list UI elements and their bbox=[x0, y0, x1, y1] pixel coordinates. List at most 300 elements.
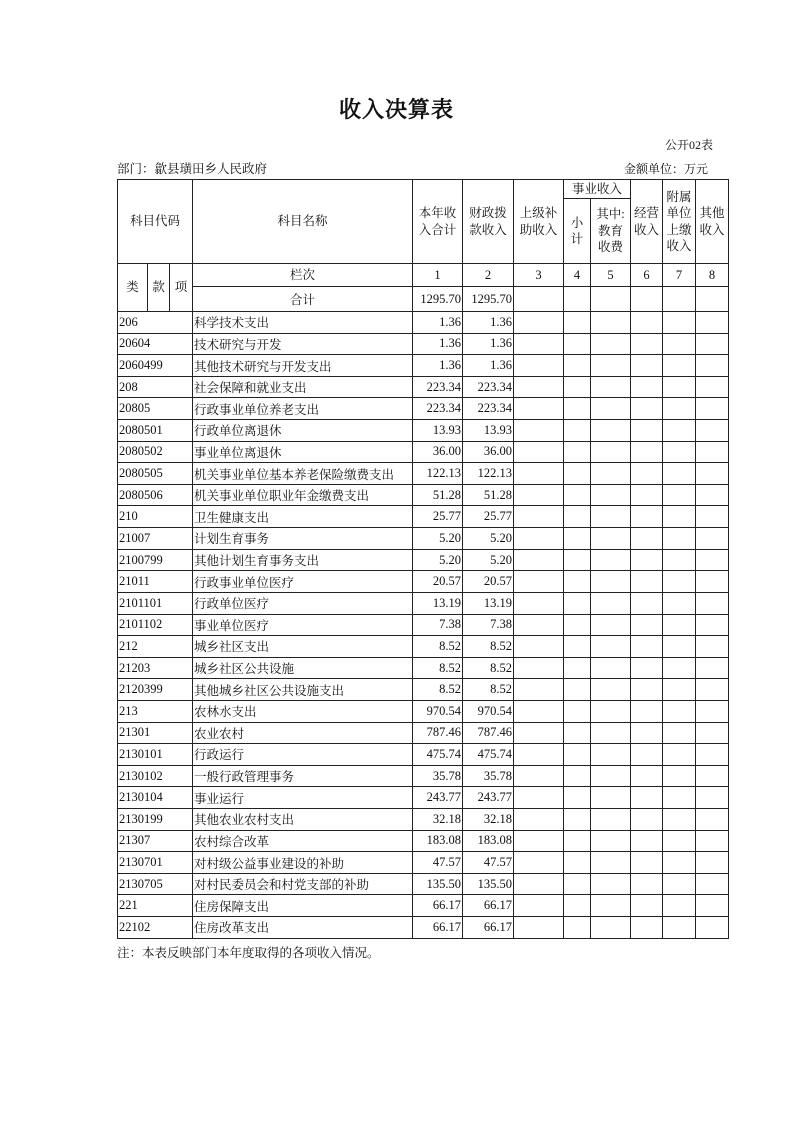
value-cell-2: 1.36 bbox=[463, 312, 514, 334]
value-cell-6 bbox=[631, 873, 663, 895]
value-cell-4 bbox=[564, 420, 591, 442]
value-cell-2: 1.36 bbox=[463, 355, 514, 377]
table-row bbox=[118, 873, 729, 895]
subject-name-cell: 其他城乡社区公共设施支出 bbox=[193, 679, 413, 701]
value-cell-7 bbox=[663, 895, 696, 917]
value-cell-4 bbox=[564, 463, 591, 485]
col-index-7: 7 bbox=[663, 264, 696, 287]
subject-code-cell: 221 bbox=[118, 895, 193, 917]
subject-name-cell: 行政事业单位医疗 bbox=[193, 571, 413, 593]
value-cell-3 bbox=[514, 809, 564, 831]
value-cell-8 bbox=[696, 657, 729, 679]
value-cell-8 bbox=[696, 852, 729, 874]
subject-name-cell: 农村综合改革 bbox=[193, 830, 413, 852]
value-cell-2: 135.50 bbox=[463, 873, 514, 895]
value-cell-6 bbox=[631, 830, 663, 852]
table-row bbox=[118, 917, 729, 939]
value-cell-1: 32.18 bbox=[413, 809, 463, 831]
total-row bbox=[118, 287, 729, 312]
header-subject-name: 科目名称 bbox=[193, 180, 413, 264]
value-cell-7 bbox=[663, 420, 696, 442]
value-cell-1: 243.77 bbox=[413, 787, 463, 809]
subject-code-cell: 20604 bbox=[118, 333, 193, 355]
subject-code-cell: 21307 bbox=[118, 830, 193, 852]
value-cell-4 bbox=[564, 700, 591, 722]
value-cell-6 bbox=[631, 549, 663, 571]
department-label: 部门：歙县璜田乡人民政府 bbox=[117, 162, 268, 176]
value-cell-6 bbox=[631, 636, 663, 658]
total-value-5 bbox=[591, 287, 631, 312]
value-cell-1: 5.20 bbox=[413, 549, 463, 571]
table-row bbox=[118, 744, 729, 766]
value-cell-2: 223.34 bbox=[463, 398, 514, 420]
value-cell-2: 5.20 bbox=[463, 549, 514, 571]
value-cell-5 bbox=[591, 398, 631, 420]
value-cell-4 bbox=[564, 528, 591, 550]
value-cell-6 bbox=[631, 917, 663, 939]
value-cell-5 bbox=[591, 333, 631, 355]
value-cell-6 bbox=[631, 420, 663, 442]
subject-code-cell: 21301 bbox=[118, 722, 193, 744]
value-cell-5 bbox=[591, 917, 631, 939]
subject-name-cell: 机关事业单位职业年金缴费支出 bbox=[193, 484, 413, 506]
value-cell-8 bbox=[696, 376, 729, 398]
value-cell-6 bbox=[631, 700, 663, 722]
value-cell-3 bbox=[514, 592, 564, 614]
value-cell-4 bbox=[564, 765, 591, 787]
subject-name-cell: 卫生健康支出 bbox=[193, 506, 413, 528]
value-cell-7 bbox=[663, 528, 696, 550]
value-cell-6 bbox=[631, 787, 663, 809]
value-cell-5 bbox=[591, 657, 631, 679]
table-row bbox=[118, 355, 729, 377]
table-row bbox=[118, 787, 729, 809]
table-row bbox=[118, 657, 729, 679]
value-cell-7 bbox=[663, 873, 696, 895]
value-cell-5 bbox=[591, 787, 631, 809]
value-cell-1: 475.74 bbox=[413, 744, 463, 766]
subject-code-cell: 21203 bbox=[118, 657, 193, 679]
header-superior-subsidy: 上级补助收入 bbox=[514, 180, 564, 264]
value-cell-4 bbox=[564, 333, 591, 355]
value-cell-7 bbox=[663, 744, 696, 766]
table-row bbox=[118, 700, 729, 722]
page-title: 收入决算表 bbox=[338, 97, 454, 122]
col-index-3: 3 bbox=[514, 264, 564, 287]
value-cell-5 bbox=[591, 506, 631, 528]
subject-name-cell: 事业运行 bbox=[193, 787, 413, 809]
value-cell-8 bbox=[696, 917, 729, 939]
table-row bbox=[118, 571, 729, 593]
value-cell-6 bbox=[631, 333, 663, 355]
table-body bbox=[118, 312, 729, 939]
value-cell-3 bbox=[514, 355, 564, 377]
value-cell-1: 122.13 bbox=[413, 463, 463, 485]
value-cell-2: 7.38 bbox=[463, 614, 514, 636]
total-value-3 bbox=[514, 287, 564, 312]
value-cell-7 bbox=[663, 398, 696, 420]
col-index-6: 6 bbox=[631, 264, 663, 287]
value-cell-1: 35.78 bbox=[413, 765, 463, 787]
value-cell-8 bbox=[696, 787, 729, 809]
value-cell-6 bbox=[631, 765, 663, 787]
table-row bbox=[118, 312, 729, 334]
subject-name-cell: 农业农村 bbox=[193, 722, 413, 744]
value-cell-2: 8.52 bbox=[463, 657, 514, 679]
subject-code-cell: 2130701 bbox=[118, 852, 193, 874]
subject-code-cell: 2080506 bbox=[118, 484, 193, 506]
subject-name-cell: 城乡社区公共设施 bbox=[193, 657, 413, 679]
value-cell-1: 8.52 bbox=[413, 657, 463, 679]
subject-code-cell: 2130199 bbox=[118, 809, 193, 831]
col-index-1: 1 bbox=[413, 264, 463, 287]
value-cell-5 bbox=[591, 809, 631, 831]
value-cell-4 bbox=[564, 506, 591, 528]
subject-name-cell: 其他技术研究与开发支出 bbox=[193, 355, 413, 377]
col-index-2: 2 bbox=[463, 264, 514, 287]
subject-name-cell: 计划生育事务 bbox=[193, 528, 413, 550]
subject-name-cell: 行政事业单位养老支出 bbox=[193, 398, 413, 420]
value-cell-6 bbox=[631, 441, 663, 463]
value-cell-3 bbox=[514, 852, 564, 874]
subject-name-cell: 一般行政管理事务 bbox=[193, 765, 413, 787]
subject-code-cell: 2120399 bbox=[118, 679, 193, 701]
value-cell-4 bbox=[564, 809, 591, 831]
value-cell-5 bbox=[591, 895, 631, 917]
table-row bbox=[118, 852, 729, 874]
table-row bbox=[118, 484, 729, 506]
subject-name-cell: 行政运行 bbox=[193, 744, 413, 766]
header-other-income: 其他收入 bbox=[696, 180, 729, 264]
value-cell-4 bbox=[564, 787, 591, 809]
value-cell-3 bbox=[514, 420, 564, 442]
value-cell-3 bbox=[514, 636, 564, 658]
table-row bbox=[118, 895, 729, 917]
subject-name-cell: 其他农业农村支出 bbox=[193, 809, 413, 831]
value-cell-8 bbox=[696, 895, 729, 917]
value-cell-1: 8.52 bbox=[413, 679, 463, 701]
total-value-7 bbox=[663, 287, 696, 312]
value-cell-5 bbox=[591, 420, 631, 442]
value-cell-1: 1.36 bbox=[413, 312, 463, 334]
value-cell-7 bbox=[663, 917, 696, 939]
value-cell-1: 1.36 bbox=[413, 355, 463, 377]
header-col-section: 款 bbox=[148, 264, 170, 312]
table-row bbox=[118, 398, 729, 420]
table-row bbox=[118, 592, 729, 614]
value-cell-2: 5.20 bbox=[463, 528, 514, 550]
table-row bbox=[118, 333, 729, 355]
value-cell-2: 475.74 bbox=[463, 744, 514, 766]
value-cell-8 bbox=[696, 679, 729, 701]
value-cell-5 bbox=[591, 636, 631, 658]
subject-name-cell: 机关事业单位基本养老保险缴费支出 bbox=[193, 463, 413, 485]
table-row bbox=[118, 830, 729, 852]
value-cell-7 bbox=[663, 809, 696, 831]
value-cell-2: 243.77 bbox=[463, 787, 514, 809]
subject-code-cell: 2060499 bbox=[118, 355, 193, 377]
value-cell-3 bbox=[514, 528, 564, 550]
value-cell-3 bbox=[514, 765, 564, 787]
subject-code-cell: 20805 bbox=[118, 398, 193, 420]
value-cell-3 bbox=[514, 312, 564, 334]
value-cell-4 bbox=[564, 484, 591, 506]
subject-code-cell: 2080501 bbox=[118, 420, 193, 442]
subject-code-cell: 2101101 bbox=[118, 592, 193, 614]
value-cell-6 bbox=[631, 398, 663, 420]
value-cell-7 bbox=[663, 700, 696, 722]
value-cell-2: 8.52 bbox=[463, 679, 514, 701]
col-index-8: 8 bbox=[696, 264, 729, 287]
value-cell-4 bbox=[564, 312, 591, 334]
value-cell-1: 47.57 bbox=[413, 852, 463, 874]
value-cell-2: 20.57 bbox=[463, 571, 514, 593]
table-row bbox=[118, 636, 729, 658]
value-cell-7 bbox=[663, 484, 696, 506]
value-cell-1: 20.57 bbox=[413, 571, 463, 593]
value-cell-7 bbox=[663, 506, 696, 528]
value-cell-2: 183.08 bbox=[463, 830, 514, 852]
total-value-6 bbox=[631, 287, 663, 312]
value-cell-1: 223.34 bbox=[413, 398, 463, 420]
value-cell-1: 8.52 bbox=[413, 636, 463, 658]
value-cell-3 bbox=[514, 398, 564, 420]
value-cell-5 bbox=[591, 722, 631, 744]
subject-name-cell: 住房保障支出 bbox=[193, 895, 413, 917]
table-row bbox=[118, 376, 729, 398]
value-cell-8 bbox=[696, 722, 729, 744]
value-cell-3 bbox=[514, 441, 564, 463]
subject-name-cell: 技术研究与开发 bbox=[193, 333, 413, 355]
value-cell-5 bbox=[591, 614, 631, 636]
value-cell-4 bbox=[564, 376, 591, 398]
subject-name-cell: 事业单位医疗 bbox=[193, 614, 413, 636]
value-cell-6 bbox=[631, 744, 663, 766]
revenue-table bbox=[117, 179, 729, 939]
value-cell-4 bbox=[564, 636, 591, 658]
subject-name-cell: 行政单位离退休 bbox=[193, 420, 413, 442]
value-cell-2: 66.17 bbox=[463, 895, 514, 917]
value-cell-7 bbox=[663, 571, 696, 593]
value-cell-5 bbox=[591, 873, 631, 895]
table-row bbox=[118, 506, 729, 528]
value-cell-6 bbox=[631, 657, 663, 679]
subject-code-cell: 210 bbox=[118, 506, 193, 528]
value-cell-7 bbox=[663, 722, 696, 744]
value-cell-2: 970.54 bbox=[463, 700, 514, 722]
value-cell-4 bbox=[564, 895, 591, 917]
value-cell-1: 183.08 bbox=[413, 830, 463, 852]
value-cell-7 bbox=[663, 657, 696, 679]
subject-code-cell: 2130104 bbox=[118, 787, 193, 809]
header-col-item: 项 bbox=[170, 264, 193, 312]
value-cell-5 bbox=[591, 376, 631, 398]
value-cell-4 bbox=[564, 917, 591, 939]
table-row bbox=[118, 463, 729, 485]
value-cell-2: 35.78 bbox=[463, 765, 514, 787]
value-cell-5 bbox=[591, 852, 631, 874]
value-cell-2: 223.34 bbox=[463, 376, 514, 398]
header-subtotal: 小计 bbox=[564, 199, 591, 264]
header-col-class: 类 bbox=[118, 264, 148, 312]
value-cell-8 bbox=[696, 636, 729, 658]
value-cell-7 bbox=[663, 463, 696, 485]
value-cell-5 bbox=[591, 528, 631, 550]
value-cell-1: 13.93 bbox=[413, 420, 463, 442]
subject-name-cell: 城乡社区支出 bbox=[193, 636, 413, 658]
value-cell-8 bbox=[696, 549, 729, 571]
meta-line bbox=[117, 161, 728, 177]
subject-name-cell: 科学技术支出 bbox=[193, 312, 413, 334]
value-cell-2: 13.93 bbox=[463, 420, 514, 442]
value-cell-8 bbox=[696, 355, 729, 377]
value-cell-8 bbox=[696, 744, 729, 766]
value-cell-8 bbox=[696, 765, 729, 787]
value-cell-6 bbox=[631, 852, 663, 874]
subject-name-cell: 农林水支出 bbox=[193, 700, 413, 722]
value-cell-1: 970.54 bbox=[413, 700, 463, 722]
value-cell-4 bbox=[564, 873, 591, 895]
subject-name-cell: 对村民委员会和村党支部的补助 bbox=[193, 873, 413, 895]
value-cell-3 bbox=[514, 917, 564, 939]
value-cell-1: 13.19 bbox=[413, 592, 463, 614]
table-row bbox=[118, 809, 729, 831]
subject-code-cell: 2130102 bbox=[118, 765, 193, 787]
value-cell-3 bbox=[514, 873, 564, 895]
value-cell-7 bbox=[663, 636, 696, 658]
header-business-income: 事业收入 bbox=[564, 180, 631, 199]
value-cell-2: 51.28 bbox=[463, 484, 514, 506]
table-row bbox=[118, 679, 729, 701]
value-cell-4 bbox=[564, 614, 591, 636]
value-cell-2: 1.36 bbox=[463, 333, 514, 355]
value-cell-2: 47.57 bbox=[463, 852, 514, 874]
value-cell-4 bbox=[564, 571, 591, 593]
value-cell-3 bbox=[514, 571, 564, 593]
value-cell-7 bbox=[663, 614, 696, 636]
col-index-5: 5 bbox=[591, 264, 631, 287]
value-cell-3 bbox=[514, 463, 564, 485]
value-cell-3 bbox=[514, 895, 564, 917]
subject-name-cell: 社会保障和就业支出 bbox=[193, 376, 413, 398]
value-cell-3 bbox=[514, 614, 564, 636]
value-cell-8 bbox=[696, 484, 729, 506]
table-row bbox=[118, 420, 729, 442]
value-cell-8 bbox=[696, 333, 729, 355]
subject-code-cell: 2101102 bbox=[118, 614, 193, 636]
value-cell-2: 66.17 bbox=[463, 917, 514, 939]
value-cell-7 bbox=[663, 679, 696, 701]
subject-name-cell: 事业单位离退休 bbox=[193, 441, 413, 463]
value-cell-6 bbox=[631, 484, 663, 506]
header-row-1 bbox=[118, 180, 729, 199]
value-cell-8 bbox=[696, 592, 729, 614]
footnote: 注：本表反映部门本年度取得的各项收入情况。 bbox=[117, 945, 380, 960]
subject-code-cell: 21007 bbox=[118, 528, 193, 550]
value-cell-7 bbox=[663, 333, 696, 355]
subject-name-cell: 其他计划生育事务支出 bbox=[193, 549, 413, 571]
value-cell-8 bbox=[696, 528, 729, 550]
value-cell-5 bbox=[591, 765, 631, 787]
value-cell-7 bbox=[663, 312, 696, 334]
value-cell-6 bbox=[631, 895, 663, 917]
value-cell-5 bbox=[591, 484, 631, 506]
value-cell-7 bbox=[663, 765, 696, 787]
value-cell-4 bbox=[564, 852, 591, 874]
table-row bbox=[118, 549, 729, 571]
value-cell-6 bbox=[631, 355, 663, 377]
table-row bbox=[118, 614, 729, 636]
value-cell-8 bbox=[696, 571, 729, 593]
value-cell-1: 7.38 bbox=[413, 614, 463, 636]
value-cell-6 bbox=[631, 571, 663, 593]
value-cell-8 bbox=[696, 830, 729, 852]
value-cell-6 bbox=[631, 312, 663, 334]
value-cell-7 bbox=[663, 376, 696, 398]
value-cell-8 bbox=[696, 398, 729, 420]
value-cell-8 bbox=[696, 873, 729, 895]
value-cell-5 bbox=[591, 355, 631, 377]
value-cell-1: 36.00 bbox=[413, 441, 463, 463]
value-cell-7 bbox=[663, 549, 696, 571]
value-cell-3 bbox=[514, 506, 564, 528]
value-cell-2: 32.18 bbox=[463, 809, 514, 831]
header-index-row bbox=[118, 264, 729, 287]
value-cell-3 bbox=[514, 549, 564, 571]
value-cell-5 bbox=[591, 549, 631, 571]
value-cell-6 bbox=[631, 528, 663, 550]
value-cell-7 bbox=[663, 355, 696, 377]
subject-code-cell: 2100799 bbox=[118, 549, 193, 571]
value-cell-7 bbox=[663, 441, 696, 463]
value-cell-1: 135.50 bbox=[413, 873, 463, 895]
value-cell-2: 36.00 bbox=[463, 441, 514, 463]
value-cell-8 bbox=[696, 506, 729, 528]
value-cell-5 bbox=[591, 592, 631, 614]
value-cell-2: 13.19 bbox=[463, 592, 514, 614]
value-cell-4 bbox=[564, 592, 591, 614]
subject-code-cell: 2130705 bbox=[118, 873, 193, 895]
value-cell-2: 8.52 bbox=[463, 636, 514, 658]
table-row bbox=[118, 765, 729, 787]
value-cell-7 bbox=[663, 592, 696, 614]
value-cell-1: 1.36 bbox=[413, 333, 463, 355]
value-cell-5 bbox=[591, 830, 631, 852]
value-cell-8 bbox=[696, 809, 729, 831]
value-cell-3 bbox=[514, 744, 564, 766]
value-cell-7 bbox=[663, 830, 696, 852]
total-value-8 bbox=[696, 287, 729, 312]
value-cell-3 bbox=[514, 484, 564, 506]
table-row bbox=[118, 441, 729, 463]
value-cell-6 bbox=[631, 463, 663, 485]
value-cell-5 bbox=[591, 700, 631, 722]
value-cell-4 bbox=[564, 679, 591, 701]
header-lane-label: 栏次 bbox=[193, 264, 413, 287]
value-cell-5 bbox=[591, 679, 631, 701]
value-cell-8 bbox=[696, 463, 729, 485]
value-cell-1: 787.46 bbox=[413, 722, 463, 744]
header-affiliated-income: 附属单位上缴收入 bbox=[663, 180, 696, 264]
value-cell-4 bbox=[564, 398, 591, 420]
header-education-fees: 其中:教育收费 bbox=[591, 199, 631, 264]
header-subject-code: 科目代码 bbox=[118, 180, 193, 264]
value-cell-5 bbox=[591, 441, 631, 463]
subject-code-cell: 212 bbox=[118, 636, 193, 658]
table-row bbox=[118, 528, 729, 550]
value-cell-8 bbox=[696, 312, 729, 334]
value-cell-2: 122.13 bbox=[463, 463, 514, 485]
